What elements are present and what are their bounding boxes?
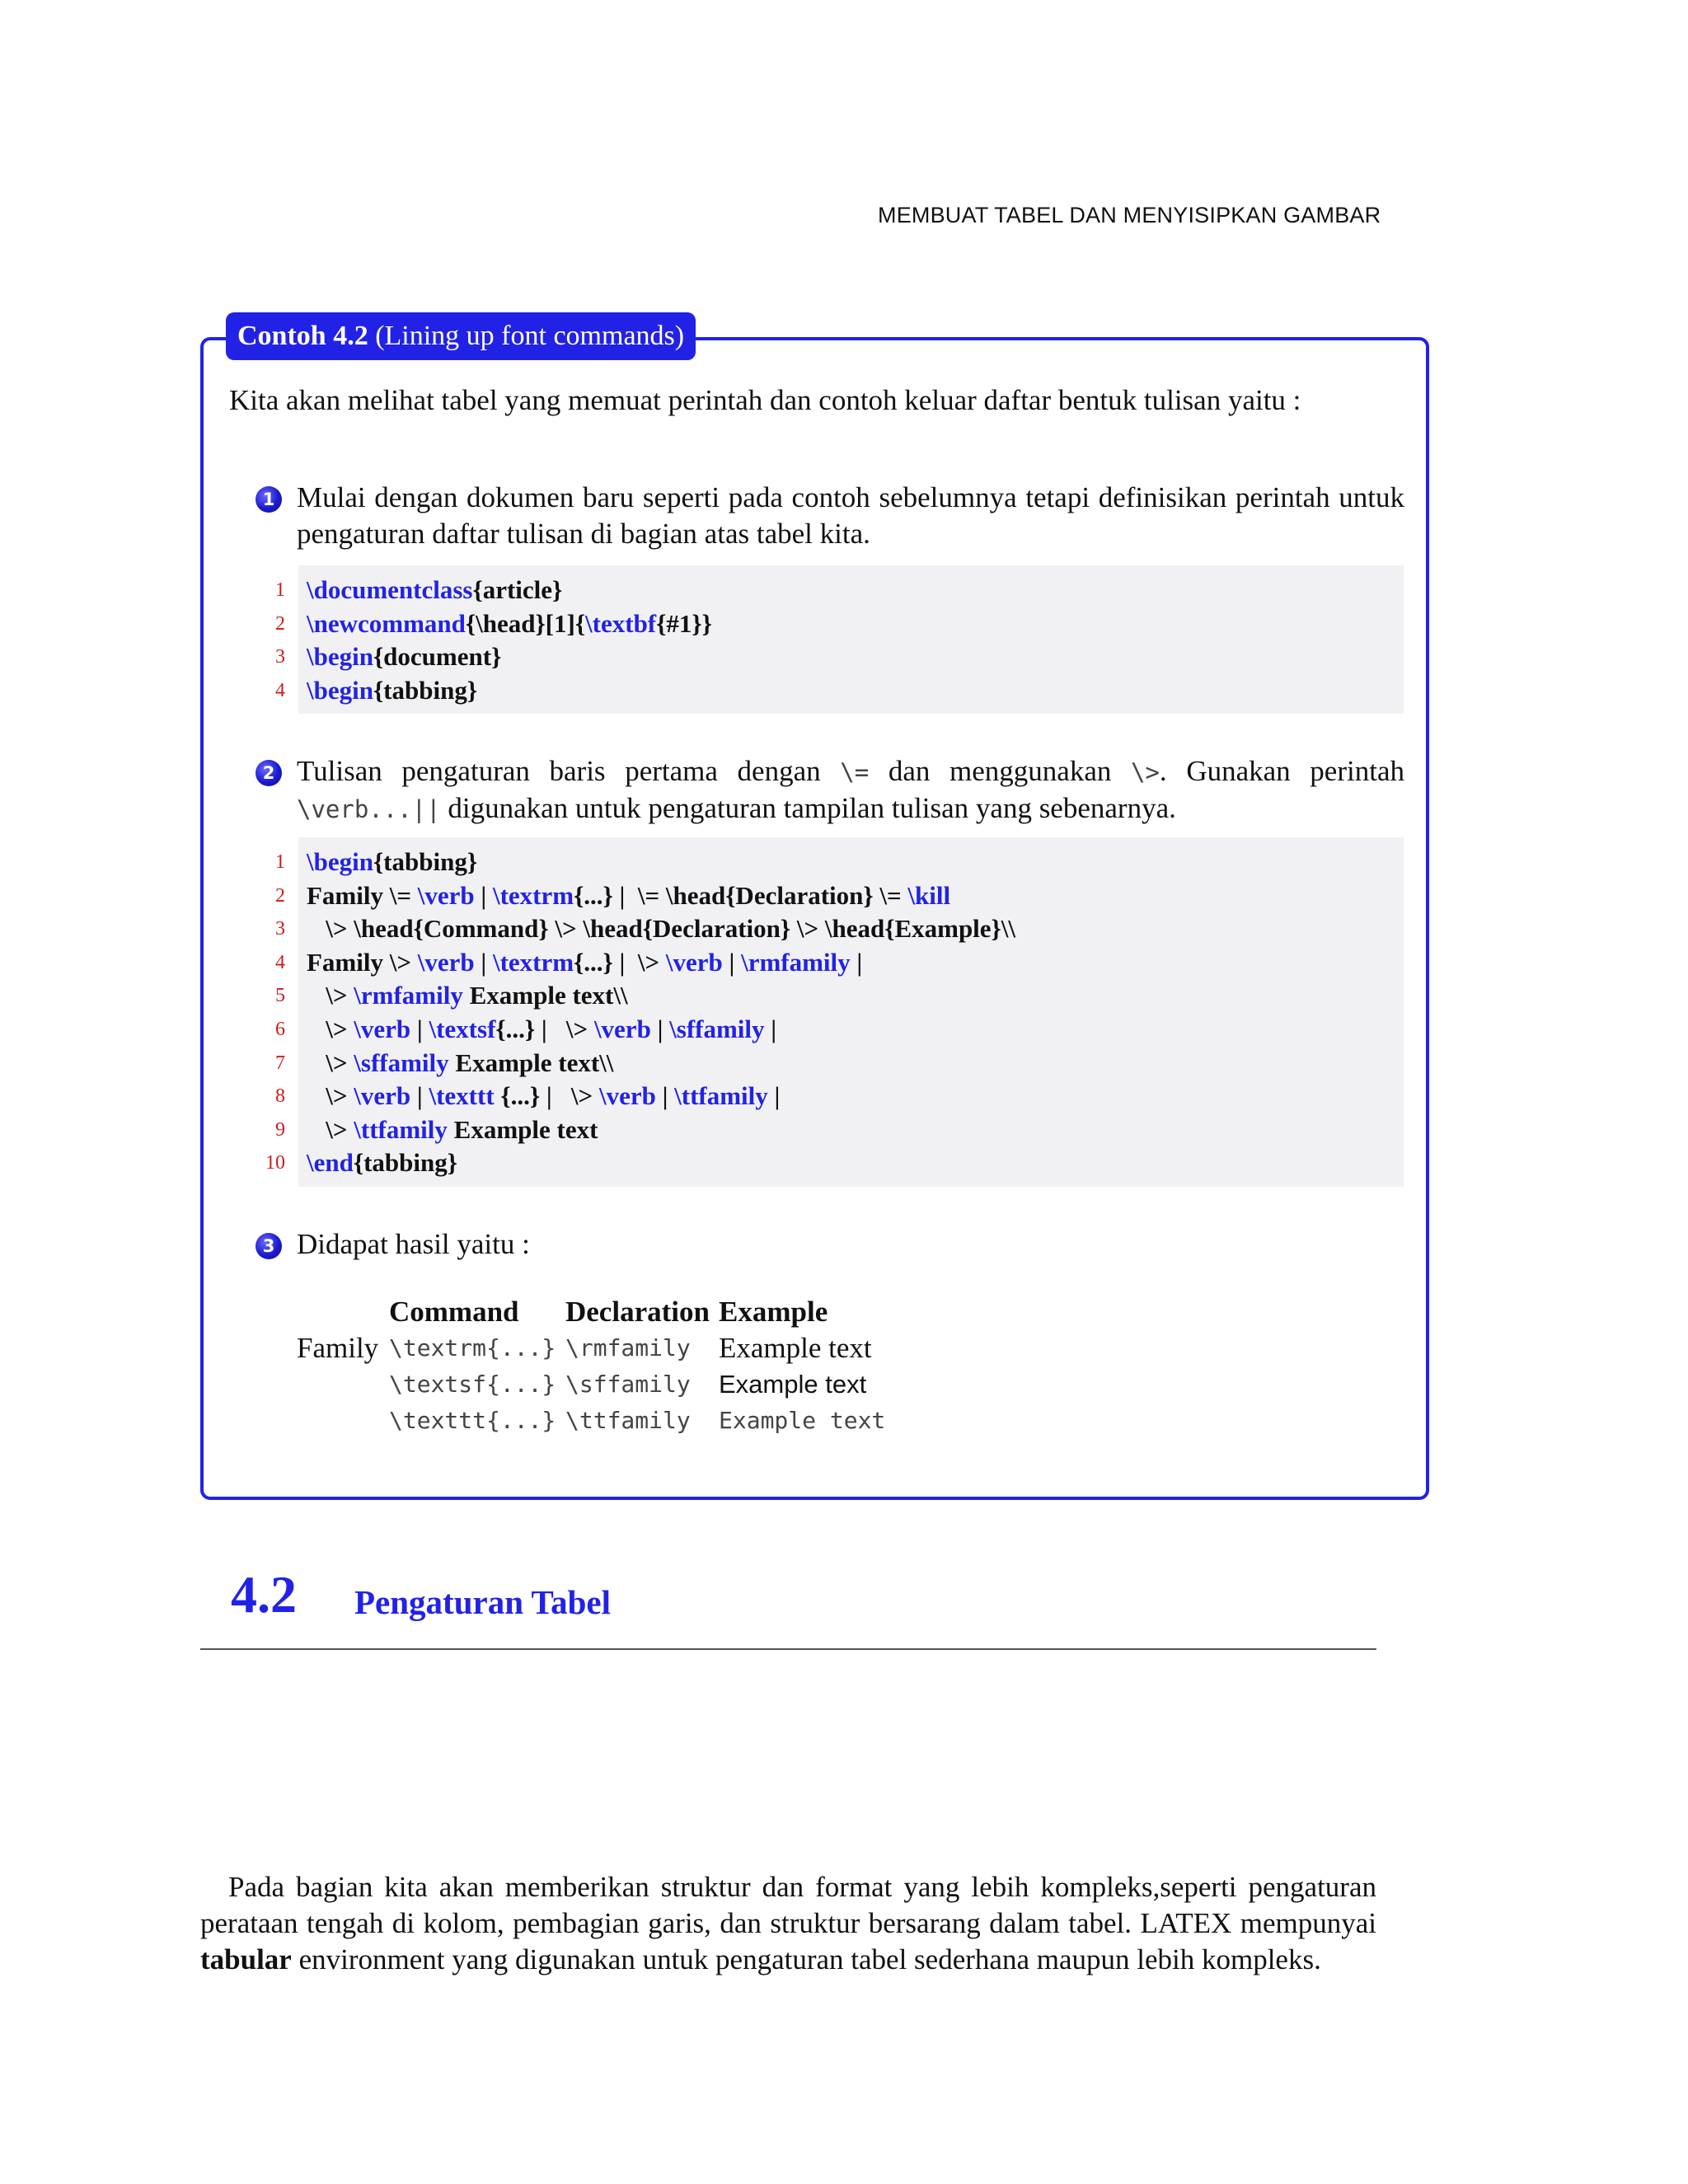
code-keyword: \ttfamily xyxy=(354,1114,448,1144)
cell-command: \texttt{...} xyxy=(389,1407,556,1434)
code-keyword: \documentclass xyxy=(307,575,473,604)
line-number: 8 xyxy=(275,1085,285,1108)
line-number: 7 xyxy=(275,1052,285,1074)
code-text: Example text\\ xyxy=(462,981,628,1010)
inline-code: \> xyxy=(1131,758,1160,786)
step-1-text: Mulai dengan dokumen baru seperti pada contoh sebelumnya tetapi definisikan perintah untuk pengaturan daftar tulisan di bagian atas tabel kita. xyxy=(297,481,1404,550)
code-keyword: \sffamily xyxy=(669,1014,765,1043)
code-keyword: \verb xyxy=(354,1014,411,1043)
code-keyword: \textrm xyxy=(492,947,574,977)
code-line xyxy=(275,607,1404,641)
code-text: | xyxy=(722,947,742,977)
header-example: Example xyxy=(719,1296,828,1328)
code-text: Family \= xyxy=(307,880,418,910)
step-1 xyxy=(256,480,1404,552)
code-text: Example text xyxy=(447,1114,598,1144)
code-keyword: \verb xyxy=(598,1081,656,1111)
step-3 xyxy=(256,1226,1404,1263)
code-line xyxy=(275,946,1404,980)
line-number: 9 xyxy=(275,1118,285,1141)
paragraph-bold: tabular xyxy=(200,1943,292,1975)
cell-command: \textrm{...} xyxy=(389,1334,556,1361)
inline-code: \verb...|| xyxy=(297,795,441,823)
code-keyword: \textsf xyxy=(429,1014,496,1043)
cell-command: \textsf{...} xyxy=(389,1371,556,1398)
code-text: \> xyxy=(307,1081,354,1111)
code-line xyxy=(275,674,1404,708)
cell-example-sans: Example text xyxy=(719,1370,867,1399)
code-text: \> \head{Command} \> \head{Declaration} \> \head{Example}\\ xyxy=(307,914,1015,944)
line-number: 4 xyxy=(275,679,285,701)
code-line xyxy=(275,640,1404,674)
code-line xyxy=(275,879,1404,913)
code-text: {...} | \> xyxy=(495,1014,594,1043)
code-text: {...} | \= \head{Declaration} \= xyxy=(574,880,908,910)
code-text: {article} xyxy=(472,575,563,604)
code-text: {tabbing} xyxy=(373,847,478,876)
code-text: {document} xyxy=(373,642,502,672)
code-text: | xyxy=(767,1081,781,1111)
step-number-badge: 3 xyxy=(256,1233,282,1259)
code-keyword: \begin xyxy=(307,642,373,672)
inline-code: \= xyxy=(840,758,870,786)
code-listing-2 xyxy=(265,837,1404,1187)
code-text: \> xyxy=(307,1047,354,1077)
cell-declaration: \ttfamily xyxy=(565,1407,691,1434)
code-keyword: \sffamily xyxy=(354,1047,449,1077)
code-text: | xyxy=(410,1014,429,1043)
step-number-badge: 1 xyxy=(256,486,282,513)
code-line xyxy=(275,1013,1404,1047)
code-keyword: \kill xyxy=(907,880,951,910)
step-2-text-c: . Gunakan perintah xyxy=(1159,755,1404,787)
code-text: \> xyxy=(307,981,354,1010)
code-text: {...} | \> xyxy=(574,947,666,977)
line-number: 5 xyxy=(275,985,285,1007)
code-text: Family \> xyxy=(307,947,418,977)
code-listing-1 xyxy=(275,565,1404,714)
step-2-text-a: Tulisan pengaturan baris pertama dengan xyxy=(297,755,841,787)
code-text: | xyxy=(650,1014,670,1043)
code-line xyxy=(275,1047,1404,1080)
code-line xyxy=(275,1113,1404,1147)
latex-logo: LATEX xyxy=(1140,1907,1232,1939)
code-text: | xyxy=(410,1081,429,1111)
cell-declaration: \sffamily xyxy=(565,1371,691,1398)
code-text: \> xyxy=(307,1114,354,1144)
code-text: {\head}[1]{ xyxy=(465,608,586,638)
line-number: 2 xyxy=(275,884,285,907)
code-text: | xyxy=(764,1014,777,1043)
code-keyword: \verb xyxy=(417,947,475,977)
code-keyword: \verb xyxy=(665,947,723,977)
code-keyword: \verb xyxy=(354,1081,411,1111)
code-keyword: \begin xyxy=(307,675,373,705)
code-keyword: \texttt xyxy=(429,1081,495,1111)
code-keyword: \textrm xyxy=(492,880,574,910)
line-number: 10 xyxy=(265,1152,285,1174)
code-text: {tabbing} xyxy=(353,1148,457,1178)
line-number: 1 xyxy=(275,579,285,601)
example-title: (Lining up font commands) xyxy=(375,321,685,351)
line-number: 4 xyxy=(275,951,285,973)
code-line xyxy=(275,1080,1404,1113)
header-command: Command xyxy=(389,1296,519,1328)
cell-example-serif: Example text xyxy=(719,1332,872,1364)
cell-declaration: \rmfamily xyxy=(565,1334,691,1361)
row-label: Family xyxy=(297,1332,379,1364)
code-line xyxy=(265,1146,1404,1180)
code-keyword: \textbf xyxy=(585,608,657,638)
code-keyword: \rmfamily xyxy=(741,947,851,977)
code-keyword: \rmfamily xyxy=(354,981,463,1010)
paragraph-text: Pada bagian kita akan memberikan struktur dan format yang lebih kompleks,seperti pengaturan perataan tengah di kolom, pembagian garis, dan struktur bersarang dalam tabel. xyxy=(200,1871,1376,1939)
line-number: 3 xyxy=(275,918,285,940)
step-2-text-d: digunakan untuk pengaturan tampilan tulisan yang sebenarnya. xyxy=(440,792,1176,824)
section-number: 4.2 xyxy=(231,1565,297,1624)
step-3-text: Didapat hasil yaitu : xyxy=(297,1228,530,1260)
example-intro: Kita akan melihat tabel yang memuat perintah dan contoh keluar daftar bentuk tulisan yaitu : xyxy=(229,384,1301,416)
line-number: 1 xyxy=(275,851,285,873)
code-keyword: \ttfamily xyxy=(674,1081,768,1111)
code-keyword: \end xyxy=(307,1148,354,1178)
paragraph-text: mempunyai xyxy=(1231,1907,1376,1939)
code-text: | xyxy=(850,947,863,977)
step-2 xyxy=(256,753,1404,827)
line-number: 2 xyxy=(275,612,285,635)
example-tab xyxy=(226,312,696,360)
code-keyword: \newcommand xyxy=(307,608,466,638)
section-title: Pengaturan Tabel xyxy=(354,1583,611,1621)
line-number: 6 xyxy=(275,1018,285,1040)
section-rule xyxy=(200,1648,1376,1650)
code-line xyxy=(275,846,1404,879)
code-text: | xyxy=(474,880,493,910)
code-text: {#1}} xyxy=(656,608,712,638)
paragraph-text: environment yang digunakan untuk pengaturan tabel sederhana maupun lebih kompleks. xyxy=(291,1943,1321,1975)
code-text: \> xyxy=(307,1014,354,1043)
code-line xyxy=(275,574,1404,607)
code-text: | xyxy=(655,1081,675,1111)
code-keyword: \verb xyxy=(593,1014,651,1043)
code-text: Example text\\ xyxy=(448,1047,614,1077)
code-text: {tabbing} xyxy=(373,675,478,705)
code-keyword: \verb xyxy=(417,880,475,910)
example-label: Contoh 4.2 xyxy=(237,321,368,351)
code-text: {...} | \> xyxy=(494,1081,599,1111)
cell-example-mono: Example text xyxy=(719,1407,886,1434)
code-text: | xyxy=(474,947,493,977)
header-declaration: Declaration xyxy=(565,1296,710,1328)
code-line xyxy=(275,912,1404,946)
running-head: MEMBUAT TABEL DAN MENYISIPKAN GAMBAR xyxy=(878,203,1381,227)
code-line xyxy=(275,979,1404,1013)
step-number-badge: 2 xyxy=(256,760,282,786)
step-2-text xyxy=(297,753,1404,827)
step-2-text-b: dan menggunakan xyxy=(869,755,1131,787)
line-number: 3 xyxy=(275,646,285,668)
code-keyword: \begin xyxy=(307,847,373,876)
body-paragraph xyxy=(200,1869,1376,1978)
